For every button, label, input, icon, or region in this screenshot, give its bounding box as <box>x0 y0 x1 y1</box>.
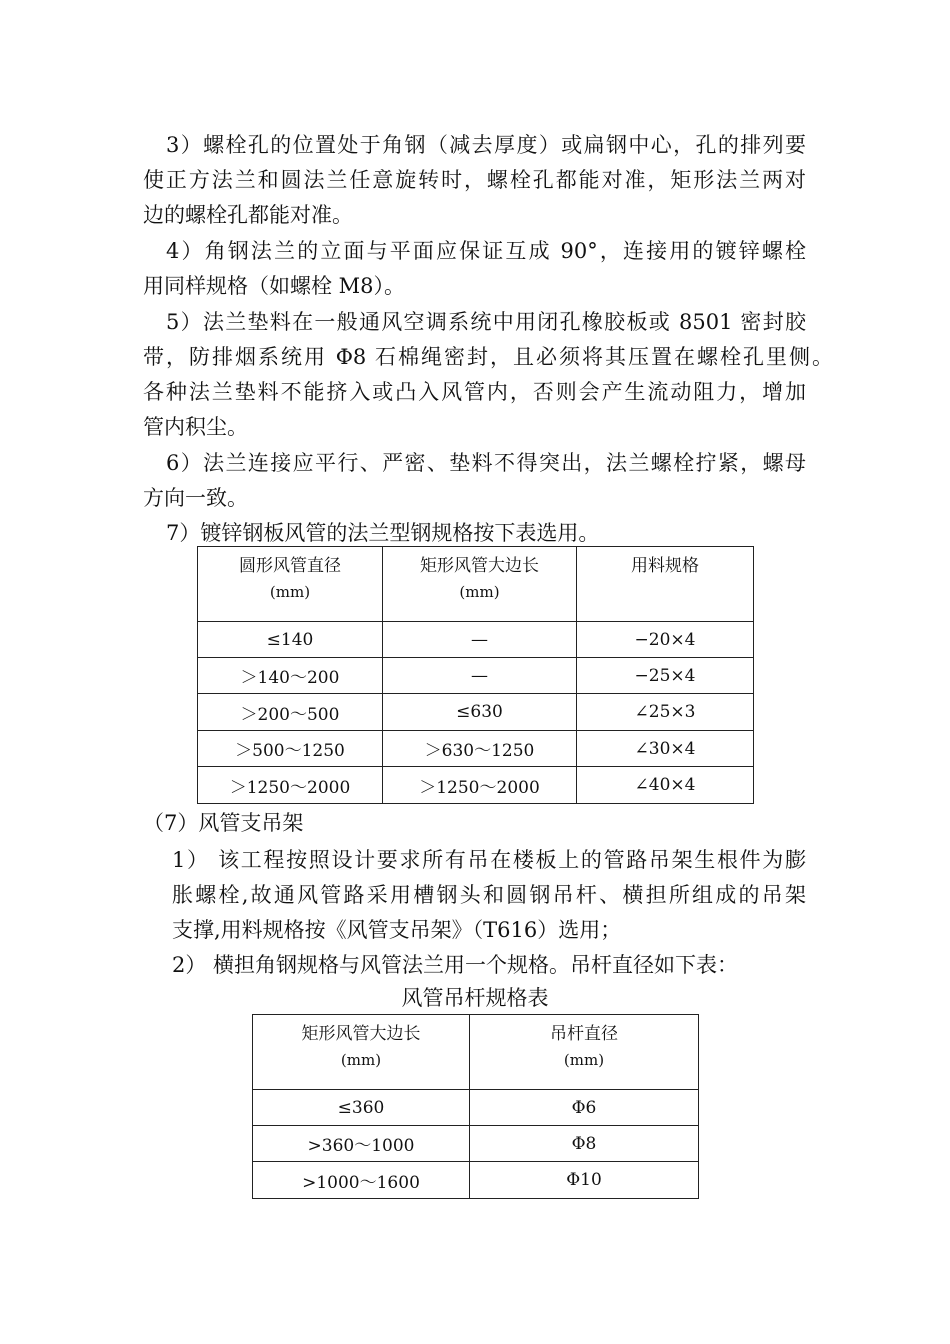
header-cell: 用料规格 <box>577 547 754 622</box>
section-7-item-1-line-2: 胀螺栓,故通风管路采用槽钢头和圆钢吊杆、横担所组成的吊架 <box>172 883 806 907</box>
table-cell: ＞630～1250 <box>383 731 577 767</box>
table-row <box>198 694 754 731</box>
paragraph-5-line-3: 各种法兰垫料不能挤入或凸入风管内，否则会产生流动阻力，增加 <box>143 380 806 404</box>
paragraph-5-line-1: 5）法兰垫料在一般通风空调系统中用闭孔橡胶板或 8501 密封胶 <box>166 310 806 334</box>
section-7-item-1-line-3: 支撑,用料规格按《风管支吊架》（T616）选用； <box>172 918 622 942</box>
table-cell: Φ8 <box>470 1126 699 1162</box>
flange-spec-table <box>197 546 754 804</box>
paragraph-3-line-2: 使正方法兰和圆法兰任意旋转时，螺栓孔都能对准，矩形法兰两对 <box>143 168 806 192</box>
table-row <box>198 658 754 694</box>
table-cell: ＞200～500 <box>198 694 383 731</box>
rod-spec-table <box>252 1014 699 1199</box>
table-cell: Φ10 <box>470 1162 699 1199</box>
table-row <box>253 1090 699 1126</box>
table-cell: ＞500～1250 <box>198 731 383 767</box>
table-row <box>253 1126 699 1162</box>
table-cell: −20×4 <box>577 622 754 658</box>
rod-table-title: 风管吊杆规格表 <box>401 986 549 1010</box>
table-cell: ∠25×3 <box>577 694 754 731</box>
table-row <box>253 1162 699 1199</box>
paragraph-4-line-1: 4）角钢法兰的立面与平面应保证互成 90°，连接用的镀锌螺栓 <box>166 239 806 263</box>
table-cell: ＞1250～2000 <box>383 767 577 804</box>
section-7-heading: （7）风管支吊架 <box>143 811 304 835</box>
table-row <box>198 767 754 804</box>
header-cell: 吊杆直径 (mm) <box>470 1015 699 1090</box>
table-cell: ∠40×4 <box>577 767 754 804</box>
table-cell: — <box>383 658 577 694</box>
header-cell: 矩形风管大边长 (mm) <box>253 1015 470 1090</box>
table-cell: — <box>383 622 577 658</box>
paragraph-3-line-3: 边的螺栓孔都能对准。 <box>143 203 353 227</box>
section-7-item-2: 2） 横担角钢规格与风管法兰用一个规格。吊杆直径如下表： <box>172 953 739 977</box>
section-7-item-1-line-1: 1） 该工程按照设计要求所有吊在楼板上的管路吊架生根件为膨 <box>172 848 806 872</box>
table-cell: >360～1000 <box>253 1126 470 1162</box>
table-row <box>198 622 754 658</box>
table-cell: ＞140～200 <box>198 658 383 694</box>
table-cell: ≤140 <box>198 622 383 658</box>
table-header-row <box>198 547 754 622</box>
table-cell: ≤630 <box>383 694 577 731</box>
paragraph-5-line-2: 带，防排烟系统用 Φ8 石棉绳密封，且必须将其压置在螺栓孔里侧。 <box>143 345 833 369</box>
paragraph-6-line-1: 6）法兰连接应平行、严密、垫料不得突出，法兰螺栓拧紧，螺母 <box>166 451 806 475</box>
table-cell: ＞1250～2000 <box>198 767 383 804</box>
paragraph-6-line-2: 方向一致。 <box>143 486 248 510</box>
header-cell: 矩形风管大边长 (mm) <box>383 547 577 622</box>
paragraph-4-line-2: 用同样规格（如螺栓 M8）。 <box>143 274 406 298</box>
paragraph-5-line-4: 管内积尘。 <box>143 415 248 439</box>
table-cell: ∠30×4 <box>577 731 754 767</box>
paragraph-3-line-1: 3）螺栓孔的位置处于角钢（减去厚度）或扁钢中心，孔的排列要 <box>166 133 806 157</box>
table-header-row <box>253 1015 699 1090</box>
header-cell: 圆形风管直径 (mm) <box>198 547 383 622</box>
table-cell: >1000～1600 <box>253 1162 470 1199</box>
table-cell: Φ6 <box>470 1090 699 1126</box>
table-row <box>198 731 754 767</box>
table-cell: ≤360 <box>253 1090 470 1126</box>
paragraph-7: 7）镀锌钢板风管的法兰型钢规格按下表选用。 <box>166 521 600 545</box>
table-cell: −25×4 <box>577 658 754 694</box>
